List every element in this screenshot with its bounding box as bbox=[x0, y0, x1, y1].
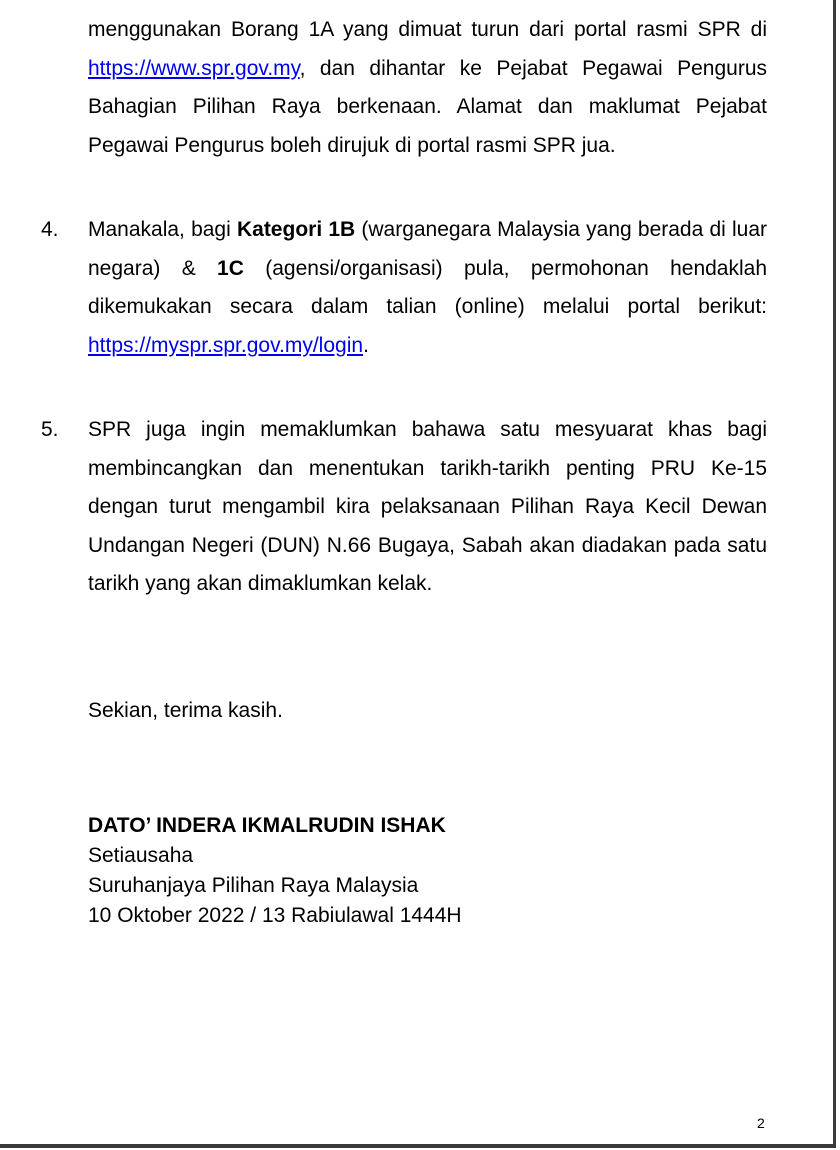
signatory-organization: Suruhanjaya Pilihan Raya Malaysia bbox=[88, 874, 419, 897]
paragraph-5-number: 5. bbox=[41, 418, 59, 441]
paragraph-3-continuation bbox=[88, 11, 767, 165]
signature-date: 10 Oktober 2022 / 13 Rabiulawal 1444H bbox=[88, 904, 462, 927]
signature-block bbox=[88, 811, 462, 931]
signatory-title: Setiausaha bbox=[88, 844, 194, 867]
myspr-login-link[interactable]: https://myspr.spr.gov.my/login bbox=[88, 333, 364, 357]
page-number: 2 bbox=[757, 1115, 765, 1131]
closing-line: Sekian, terima kasih. bbox=[88, 699, 283, 722]
paragraph-4-text-4: . bbox=[363, 333, 369, 357]
paragraph-4-text-3: (agensi/organisasi) pula, permohonan hendaklah dikemukakan secara dalam talian (online) melalui portal berikut: bbox=[88, 256, 768, 318]
paragraph-3-text-start: menggunakan Borang 1A yang dimuat turun dari portal rasmi SPR di bbox=[88, 18, 767, 41]
paragraph-4-text-1: Manakala, bagi bbox=[88, 218, 237, 241]
category-1c-label: 1C bbox=[217, 256, 244, 280]
spr-portal-link[interactable]: https://www.spr.gov.my bbox=[88, 56, 300, 80]
signatory-name: DATO’ INDERA IKMALRUDIN ISHAK bbox=[88, 814, 446, 837]
paragraph-3-text-end: , dan dihantar ke Pejabat Pegawai Pengurus Bahagian Pilihan Raya berkenaan. Alamat dan maklumat Pejabat Pegawai Pengurus boleh dirujuk di portal rasmi SPR jua. bbox=[88, 56, 767, 157]
paragraph-5: SPR juga ingin memaklumkan bahawa satu mesyuarat khas bagi membincangkan dan menentukan tarikh-tarikh penting PRU Ke-15 dengan turut mengambil kira pelaksanaan Pilihan Raya Kecil Dewan Undangan Negeri (DUN) N.66 Bugaya, Sabah akan diadakan pada satu tarikh yang akan dimaklumkan kelak. bbox=[88, 418, 767, 595]
paragraph-4 bbox=[88, 211, 767, 365]
paragraph-4-number: 4. bbox=[41, 218, 59, 241]
category-1b-label: Kategori 1B bbox=[236, 218, 356, 241]
paragraph-4-text-2: (warganegara Malaysia yang berada di luar negara) & bbox=[88, 218, 768, 280]
